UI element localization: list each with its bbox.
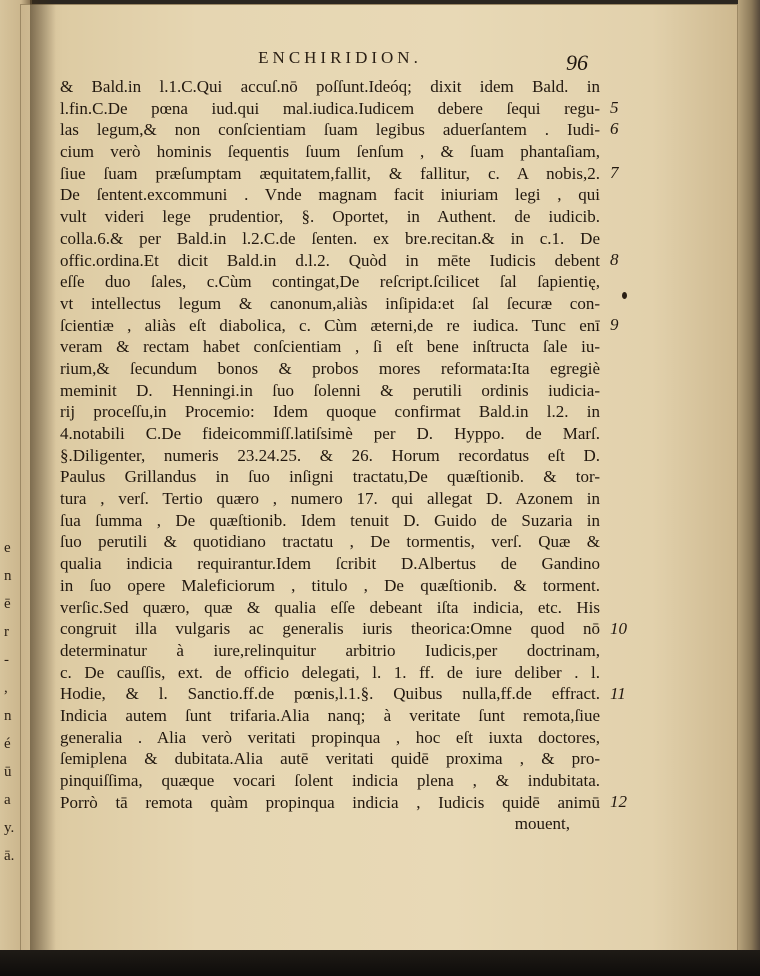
text-line: determinatur à iure,relinquitur arbitrio Iudicis,per doctrinam, bbox=[60, 640, 600, 660]
text-line: veram & rectam habet conſcientiam , ſi eſt bene inſtructa ſale iu- bbox=[60, 337, 600, 357]
text-line: ſcientiæ , aliàs eſt diabolica, c. Cùm æterni,de re iudica. Tunc enī bbox=[60, 315, 600, 335]
text-line: Indicia autem ſunt trifaria.Alia nanq; à veritate ſunt remota,ſiue bbox=[60, 705, 600, 725]
margin-number: 11 bbox=[610, 683, 626, 703]
text-line: c. De cauſſis, ext. de officio delegati, l. 1. ff. de iure deliber . l. bbox=[60, 662, 600, 682]
text-line: ſuo perutili & quotidiano tractatu , De tormentis, verſ. Quæ & bbox=[60, 532, 600, 552]
previous-page-mark: n bbox=[4, 568, 12, 584]
margin-number: 7 bbox=[610, 162, 619, 182]
text-line: Porrò tā remota quàm propinqua indicia , Iudicis quidē animū bbox=[60, 792, 600, 812]
text-line: & Bald.in l.1.C.Qui accuſ.nō poſſunt.Ideóq; dixit idem Bald. in bbox=[60, 77, 600, 96]
previous-page-mark: , bbox=[4, 680, 8, 696]
text-line: eſſe duo ſales, c.Cùm contingat,De reſcript.ſcilicet ſal ſapientię, bbox=[60, 272, 600, 292]
text-line: meminit D. Henningi.in ſuo ſolenni & perutili ordinis iudicia- bbox=[60, 380, 600, 400]
previous-page-mark: y. bbox=[4, 820, 15, 836]
text-line: vt intellectus legum & canonum,aliàs inſipida:et ſal ſecuræ con- bbox=[60, 293, 600, 313]
text-line: offic.ordina.Et dicit Bald.in d.l.2. Quòd in mēte Iudicis debent bbox=[60, 250, 600, 270]
text-line: §.Diligenter, numeris 23.24.25. & 26. Horum recordatus eſt D. bbox=[60, 445, 600, 465]
text-line: 4.notabili C.De fideicommiſſ.latiſsimè per D. Hyppo. de Marſ. bbox=[60, 424, 600, 443]
body-text bbox=[60, 76, 600, 835]
ink-spot bbox=[622, 292, 627, 299]
margin-number: 5 bbox=[610, 97, 619, 117]
text-line: ſemiplena & dubitata.Alia autē veritati quidē proxima , & pro- bbox=[60, 749, 600, 769]
text-line: cium verò hominis ſequentis ſuum ſenſum , & ſuam phantaſiam, bbox=[60, 142, 600, 162]
text-line: pinquiſſima, quæque vocari ſolent indicia plena , & indubitata. bbox=[60, 771, 600, 790]
text-line: in ſuo opere Maleficiorum , titulo , De quæſtionib. & torment. bbox=[60, 575, 600, 595]
text-line: congruit illa vulgaris ac generalis iuris theorica:Omne quod nō bbox=[60, 619, 600, 639]
text-line: qualia indicia requirantur.Idem ſcribit D.Albertus de Gandino bbox=[60, 554, 600, 574]
text-line: ſiue ſuam præſumptam æquitatem,fallit, & fallitur, c. A nobis,2. bbox=[60, 163, 600, 183]
previous-page-mark: - bbox=[4, 652, 9, 668]
text-line: mouent, bbox=[514, 814, 570, 834]
margin-number: 6 bbox=[610, 119, 619, 139]
text-line: colla.6.& per Bald.in l.2.C.de ſenten. ex bre.recitan.& in c.1. De bbox=[60, 228, 600, 248]
previous-page-mark: n bbox=[4, 708, 12, 724]
previous-page-mark: ā. bbox=[4, 848, 15, 864]
text-line: l.fin.C.De pœna iud.qui mal.iudica.Iudicem debere ſequi regu- bbox=[60, 98, 600, 118]
gutter-shadow bbox=[30, 0, 56, 976]
margin-number: 9 bbox=[610, 314, 619, 334]
previous-page-mark: é bbox=[4, 736, 11, 752]
previous-page-mark: r bbox=[4, 624, 9, 640]
text-line: tura , verſ. Tertio quæro , numero 17. qui allegat D. Azonem in bbox=[60, 489, 600, 509]
text-line: Hodie, & l. Sanctio.ff.de pœnis,l.1.§. Quibus nulla,ff.de effract. bbox=[60, 684, 600, 704]
previous-page-mark: e bbox=[4, 540, 11, 556]
text-line: generalia . Alia verò veritati propinqua , hoc eſt iuxta doctores, bbox=[60, 727, 600, 747]
text-line: De ſentent.excommuni . Vnde magnam facit iniuriam legi , qui bbox=[60, 185, 600, 205]
text-line: vult videri lege prudentior, §. Oportet, in Authent. de iudicib. bbox=[60, 207, 600, 227]
right-page-edge bbox=[738, 0, 760, 976]
text-line: verſic.Sed quæro, quæ & qualia eſſe debeant iſta indicia, etc. His bbox=[60, 597, 600, 617]
text-line: las legum,& non conſcientiam ſuam legibus aduerſantem . Iudi- bbox=[60, 120, 600, 140]
margin-number: 10 bbox=[610, 618, 627, 638]
running-head: ENCHIRIDION. bbox=[258, 48, 422, 67]
text-line: Paulus Grillandus in ſuo inſigni tractatu,De quæſtionib. & tor- bbox=[60, 467, 600, 487]
bottom-edge bbox=[0, 950, 760, 976]
previous-page-mark: ē bbox=[4, 596, 11, 612]
previous-page-mark: ū bbox=[4, 764, 12, 780]
margin-number: 12 bbox=[610, 792, 627, 812]
text-line: rij proceſſu,in Procemio: Idem quoque confirmat Bald.in l.2. in bbox=[60, 402, 600, 422]
margin-number: 8 bbox=[610, 249, 619, 269]
text-line: rium,& ſecundum bonos & probos mores reformata:Ita egregiè bbox=[60, 358, 600, 378]
previous-page-mark: a bbox=[4, 792, 11, 808]
page-number: 96 bbox=[566, 50, 588, 75]
text-line: ſua ſumma , De quæſtionib. Idem tenuit D. Guido de Suzaria in bbox=[60, 510, 600, 530]
